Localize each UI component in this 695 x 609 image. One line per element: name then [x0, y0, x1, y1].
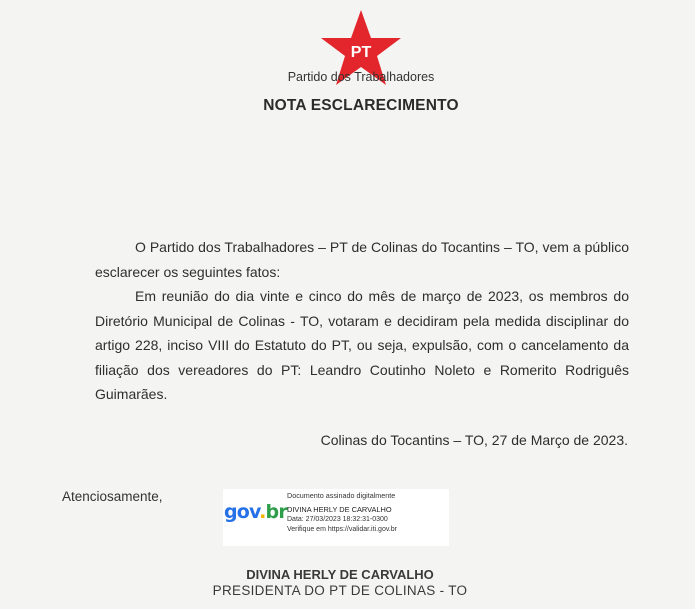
logo-text: PT	[350, 44, 372, 61]
digital-signature-stamp	[223, 489, 449, 546]
govbr-logo-br: br	[265, 501, 287, 523]
document-title: NOTA ESCLARECIMENTO	[263, 97, 459, 114]
place-date: Colinas do Tocantins – TO, 27 de Março de 2023.	[320, 432, 628, 448]
party-name: Partido dos Trabalhadores	[287, 70, 435, 84]
signature-header: Documento assinado digitalmente	[287, 491, 396, 500]
govbr-logo-icon	[224, 501, 287, 523]
signature-verify-link: Verifique em https://validar.iti.gov.br	[287, 526, 397, 533]
signature-signer: DIVINA HERLY DE CARVALHO	[287, 505, 392, 514]
closing: Atenciosamente,	[62, 489, 163, 504]
paragraph-2: Em reunião do dia vinte e cinco do mês de março de 2023, os membros do Diretório Municipal de Colinas - TO, votaram e decidiram pela medida disciplinar do artigo 228, inciso VIII do Estatuto do PT, ou seja, expulsão, com o cancelamento da filiação dos vereadores do PT: Leandro Coutinho Noleto e Romerito Rodriguês Guimarães.	[95, 288, 629, 402]
signer-name: DIVINA HERLY DE CARVALHO	[246, 567, 434, 582]
body-text	[95, 235, 629, 407]
govbr-logo-dot: .	[259, 501, 266, 523]
paragraph-1: O Partido dos Trabalhadores – PT de Colinas do Tocantins – TO, vem a público esclarecer os seguintes fatos:	[95, 239, 629, 280]
signature-date: Data: 27/03/2023 18:32:31-0300	[287, 516, 388, 523]
signer-role: PRESIDENTA DO PT DE COLINAS - TO	[212, 583, 468, 598]
govbr-logo-gov: gov	[224, 501, 260, 523]
